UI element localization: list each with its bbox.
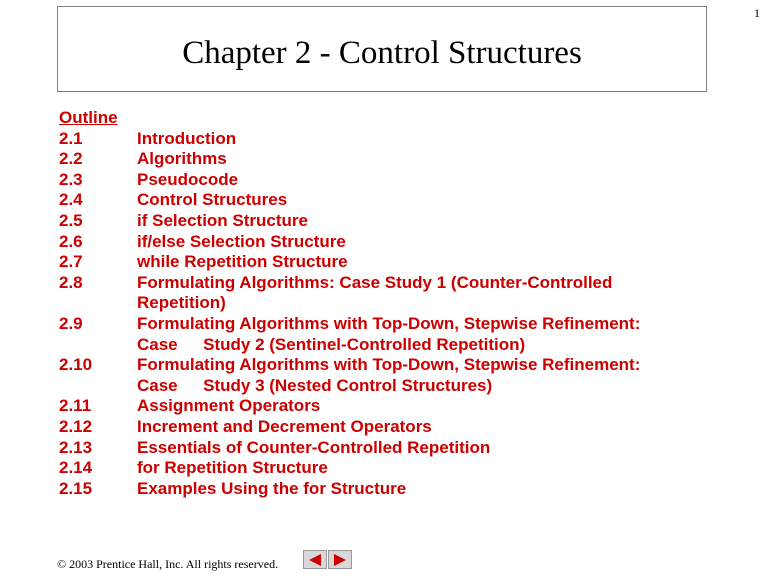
outline-item-number: 2.9 [59, 313, 83, 333]
outline-item-text: Algorithms [137, 149, 227, 169]
outline-indent [59, 335, 137, 356]
outline-item-number: 2.4 [59, 190, 83, 210]
outline-item [59, 252, 739, 273]
outline-item-text: Formulating Algorithms with Top-Down, Stepwise Refinement: [137, 313, 641, 333]
slide-title: Chapter 2 - Control Structures [182, 34, 582, 71]
outline-item-continuation [59, 335, 739, 356]
outline-item-text-continued: Case Study 2 (Sentinel-Controlled Repetition) [137, 334, 526, 354]
outline-indent [59, 376, 137, 397]
outline-item [59, 149, 739, 170]
outline-item-text: Control Structures [137, 190, 288, 210]
outline-item-text: Assignment Operators [137, 396, 321, 416]
right-triangle-icon [333, 554, 347, 566]
outline-item-number: 2.1 [59, 128, 83, 148]
outline-item [59, 417, 739, 438]
left-triangle-icon [308, 554, 322, 566]
outline-item [59, 129, 739, 150]
outline-item [59, 232, 739, 253]
outline-item-text: Introduction [137, 128, 237, 148]
outline-item-text: Essentials of Counter-Controlled Repetition [137, 437, 491, 457]
outline-item-number: 2.14 [59, 458, 93, 478]
previous-slide-button[interactable] [303, 550, 327, 569]
outline-item [59, 273, 739, 294]
page-number: 1 [754, 6, 760, 20]
outline-item [59, 458, 739, 479]
title-box [57, 6, 707, 92]
outline-item [59, 479, 739, 500]
outline-items [59, 129, 739, 500]
outline-item-continuation [59, 293, 739, 314]
outline-item-text-continued: Case Study 3 (Nested Control Structures) [137, 375, 493, 395]
outline-item-number: 2.8 [59, 272, 83, 292]
outline-item-number: 2.11 [59, 396, 92, 416]
outline-indent [59, 293, 137, 314]
outline-list [59, 108, 739, 499]
outline-item-text: for Repetition Structure [137, 458, 328, 478]
outline-item-text: while Repetition Structure [137, 252, 348, 272]
outline-item [59, 438, 739, 459]
outline-item-continuation [59, 376, 739, 397]
outline-item [59, 314, 739, 335]
outline-item [59, 170, 739, 191]
outline-item [59, 211, 739, 232]
outline-item-text: Formulating Algorithms: Case Study 1 (Counter-Controlled [137, 272, 613, 292]
outline-item-text: if/else Selection Structure [137, 231, 346, 251]
outline-item-number: 2.10 [59, 355, 93, 375]
outline-item-text: Pseudocode [137, 169, 239, 189]
outline-item-number: 2.15 [59, 478, 93, 498]
outline-item-number: 2.12 [59, 416, 93, 436]
outline-item [59, 396, 739, 417]
outline-item-number: 2.13 [59, 437, 93, 457]
outline-item-text: Formulating Algorithms with Top-Down, Stepwise Refinement: [137, 355, 641, 375]
outline-item [59, 355, 739, 376]
outline-item-number: 2.2 [59, 149, 83, 169]
outline-item-number: 2.6 [59, 231, 83, 251]
outline-item [59, 190, 739, 211]
outline-item-text: if Selection Structure [137, 210, 308, 230]
copyright-footer: © 2003 Prentice Hall, Inc. All rights reserved. [57, 557, 279, 571]
outline-item-text: Examples Using the for Structure [137, 478, 407, 498]
next-slide-button[interactable] [328, 550, 352, 569]
outline-item-text-continued: Repetition) [137, 293, 226, 313]
outline-item-number: 2.5 [59, 210, 83, 230]
outline-item-number: 2.3 [59, 169, 83, 189]
outline-item-text: Increment and Decrement Operators [137, 416, 432, 436]
outline-heading: Outline [59, 108, 118, 127]
outline-item-number: 2.7 [59, 252, 83, 272]
